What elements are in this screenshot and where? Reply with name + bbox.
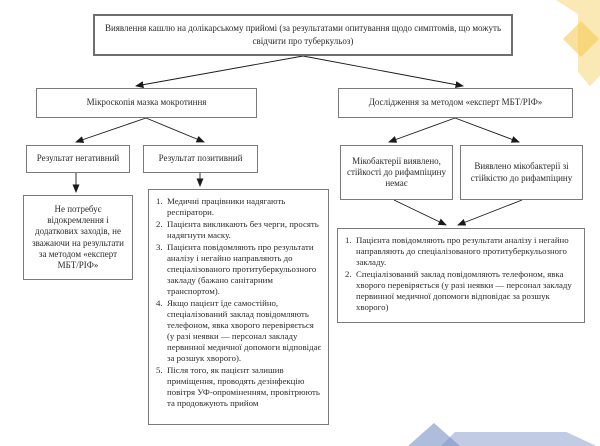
bottom-decoration-blue-band (440, 432, 598, 446)
result-negative-box (26, 145, 130, 173)
step-number: 5. (156, 364, 163, 375)
list-item (156, 365, 323, 409)
mbt-resistance-text: Виявлено мікобактерії зі стійкістю до рифампіцину (470, 161, 573, 183)
step-number: 4. (156, 297, 163, 308)
step-number: 3. (156, 241, 163, 252)
positive-steps-box (148, 189, 329, 425)
list-item (156, 219, 323, 241)
step-text: Спеціалізований заклад повідомляють телефоном, явка хворого перевіряється (у разі неявки — персонал закладу первинної медичної допомоги відповідає за розшук хворого) (356, 268, 572, 312)
negative-action-box (23, 195, 133, 280)
step-text: Пацієнта викликають без черги, просять надягнути маску. (167, 218, 319, 240)
negative-action-text: Не потребує відокремлення і додаткових заходів, не зважаючи на результати за методом «експерт МБТ/РІФ» (32, 203, 124, 270)
step-text: Пацієнта повідомляють про результати аналізу і негайно направляють до спеціалізованого протитуберкульозного закладу (бажано санітарним транспортом). (167, 241, 317, 296)
bottom-decoration-blue-triangle (408, 423, 460, 446)
result-positive-box (143, 145, 258, 173)
list-item (345, 269, 579, 313)
list-item (156, 242, 323, 297)
mbt-no-resistance-box (340, 145, 453, 200)
step-text: Медичні працівники надягають респіратори. (167, 196, 286, 217)
step-number: 2. (345, 268, 352, 279)
title-box (93, 14, 513, 56)
branch-genexpert-text: Дослідження за методом «експерт МБТ/РІФ» (368, 97, 543, 108)
list-item (156, 298, 323, 364)
mbt-resistance-box (460, 145, 583, 200)
list-item (345, 235, 579, 268)
branch-genexpert-box (338, 88, 573, 118)
branch-microscopy-text: Мікроскопія мазка мокротиння (86, 97, 207, 108)
branch-microscopy-box (36, 88, 257, 118)
list-item (156, 196, 323, 218)
result-negative-text: Результат негативний (36, 153, 120, 164)
step-number: 2. (156, 218, 163, 229)
step-number: 1. (156, 196, 163, 206)
step-text: Після того, як пацієнт залишив приміщення, проводять дезінфекцію повітря УФ-опроміненням, провітрюють та продовжують прийом (167, 364, 320, 408)
result-positive-text: Результат позитивний (158, 153, 243, 164)
genexpert-steps-box (337, 228, 585, 323)
step-number: 1. (345, 235, 352, 245)
step-text: Якщо пацієнт їде самостійно, спеціалізований заклад повідомляють телефоном, явка хворого перевіряється (у разі неявки — персонал закладу первинної медичної допомоги відповідає за розшук хворого). (167, 297, 322, 363)
mbt-no-resistance-text: Мікобактерії виявлено, стійкості до рифампіцину немає (347, 155, 446, 189)
step-text: Пацієнта повідомляють про результати аналізу і негайно направляють до спеціалізованого протитуберкульозного закладу. (356, 235, 569, 267)
title-text: Виявлення кашлю на долікарському прийомі (за результатами опитування щодо симптомів, що можуть свідчити про туберкульоз) (104, 22, 502, 46)
